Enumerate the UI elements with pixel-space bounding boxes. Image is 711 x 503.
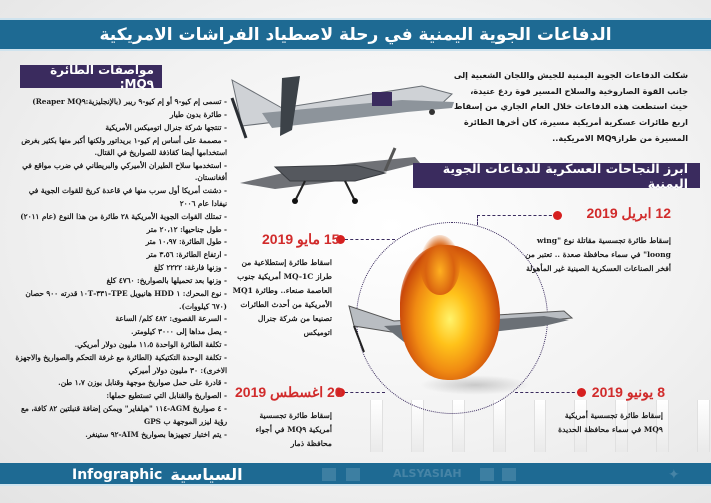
event-description: إسقاط طائرة تجسسية أمريكية MQ٩ في سماء محافظة الحديدة [558,411,663,434]
spec-item: - تكلفة الطائرة الواحدة ١١،٥ مليون دولار أمريكي. [12,339,227,351]
page-title: الدفاعات الجوية اليمنية في رحلة لاصطياد الفراشات الامريكية [99,24,612,45]
spec-item: - ارتفاع الطائرة: ٣،٥٦ متر [12,249,227,261]
event-date: 12 ابريل 2019 [586,205,671,221]
connector-line [477,215,557,216]
title-bar [0,18,711,51]
watermark-box [322,468,336,481]
brand-logo [72,464,243,485]
spec-item: - ٤ صواريخ AGM-١١٤ "هيلفاير" ويمكن إضافة قنبلتين ٨٢ كافة، مع رؤية ليزر الموجهة ب GPS [12,403,227,428]
brand-infographic-label: Infographic [72,466,163,483]
event-description: إسقاط طائرة تجسسية مقاتلة نوع "wing loong" في سماء محافظة صعدة .. تعتبر من أفخر الصناعات العسكرية الصينية غير المأهولة [525,236,671,273]
event-date: 15 مايو 2019 [262,231,340,247]
specs-list [12,96,227,441]
connector-line [515,392,580,393]
event-date: 8 يونيو 2019 [591,384,665,400]
event-marker-dot [553,211,562,220]
spec-item: - يتم اختبار تجهيزها بصواريخ AIM-٩٢ ستينغر. [12,429,227,441]
spec-item: - استخدمها سلاح الطيران الأميركي والبريطاني في ضرب مواقع في أفغانستان. [12,160,227,185]
specs-header: مواصفات الطائرة MQ٩: [20,65,162,88]
event-description: إسقاط طائرة تجسسية أمريكية MQ٩ في أجواء محافظة ذمار [255,411,332,448]
spec-item: - وزنها بعد تحميلها بالصواريخ: ٤٧٦٠ كلغ [12,275,227,287]
successes-header: ابرز النجاحات العسكرية للدفاعات الجوية اليمنية [413,163,700,188]
predator-drone-illustration [235,143,425,205]
brand-name: السياسية [170,465,243,484]
event-marker-dot [577,388,586,397]
intro-paragraph: شكلت الدفاعات الجوية اليمنية للجيش واللجان الشعبية إلى جانب القوة الصاروخية والسلاح المسير قوة ردع عتيدة، حيث استطعت هذه الدفاعات خلال العام الجاري من إسقاط اربع طائرات عسكرية أمريكية مسيرة، كان أخرها الطائرة المسيرة من طرازMQ٩ الامريكية.. [453,70,688,143]
spec-item: - مصممة على أساس إم كيو-١ بريداتور ولكنها أكبر منها بكثير بغرض استخدامها أيضا كقاذفة للصواريخ في القتال. [12,135,227,160]
spec-item: - يصل مداها إلى ٣٠٠٠ كيلومتر. [12,326,227,338]
spec-item: - تنتجها شركة جنرال اتوميكس الأمريكية [12,122,227,134]
watermark-box [502,468,516,481]
spec-item: - تسمى إم كيو-٩ أو إم كيو-٩ ريبر (بالإنجليزية:Reaper MQ٩) [12,96,227,108]
spec-item: - نوع المحرك: ١ HDD هانيويل TPE-٣٣١-١٠T قدرته ٩٠٠ حصان (٦٧٠ كيلووات). [12,288,227,313]
reaper-drone-illustration [222,68,462,148]
spec-item: - السرعة القصوى: ٤٨٢ كلم/ الساعة [12,313,227,325]
watermark-box [480,468,494,481]
spec-item: - تكلفة الوحدة التكتيكية (الطائرة مع غرفة التحكم والصواريخ والاجهزة الاخرى): ٣٠ مليون دولار أميركي [12,352,227,377]
connector-vertical [477,215,478,225]
event-date: 20 اغسطس 2019 [235,384,343,400]
spec-item: - طائرة بدون طيار [12,109,227,121]
watermark-box [346,468,360,481]
spec-item: - دشنت أمريكا أول سرب منها في قاعدة كريخ للقوات الجوية في نيفادا عام ٢٠٠٦ [12,185,227,210]
fire-flame [420,235,460,295]
spec-item: - وزنها فارغة: ٢٢٢٢ كلغ [12,262,227,274]
footer-bar [0,463,711,486]
event-description: اسقاط طائرة إستطلاعية من طراز MQ-1C أمريكية جنوب العاصمة صنعاء.. وطائرة MQ1 الأمريكية من أحدث الطائرات تصنيعا من شركة جنرال اتوميكس [232,258,332,337]
watermark-text: ALSYASIAH [393,467,462,480]
spec-item: - طول الطائرة: ١٠،٩٧ متر [12,236,227,248]
connector-line [345,392,385,393]
connector-line [345,239,395,240]
watermark-emblem-icon: ✦ [668,467,680,483]
spec-item: - تمتلك القوات الجوية الأمريكية ٢٨ طائرة من هذا النوع (عام ٢٠١١) [12,211,227,223]
spec-item: - طول جناحيها: ٢٠،١٢ متر [12,224,227,236]
spec-item: - قادرة على حمل صواريخ موجهة وقنابل بوزن ١،٧ طن. [12,377,227,389]
spec-item: - الصواريخ والقنابل التي تستطيع حملها: [12,390,227,402]
